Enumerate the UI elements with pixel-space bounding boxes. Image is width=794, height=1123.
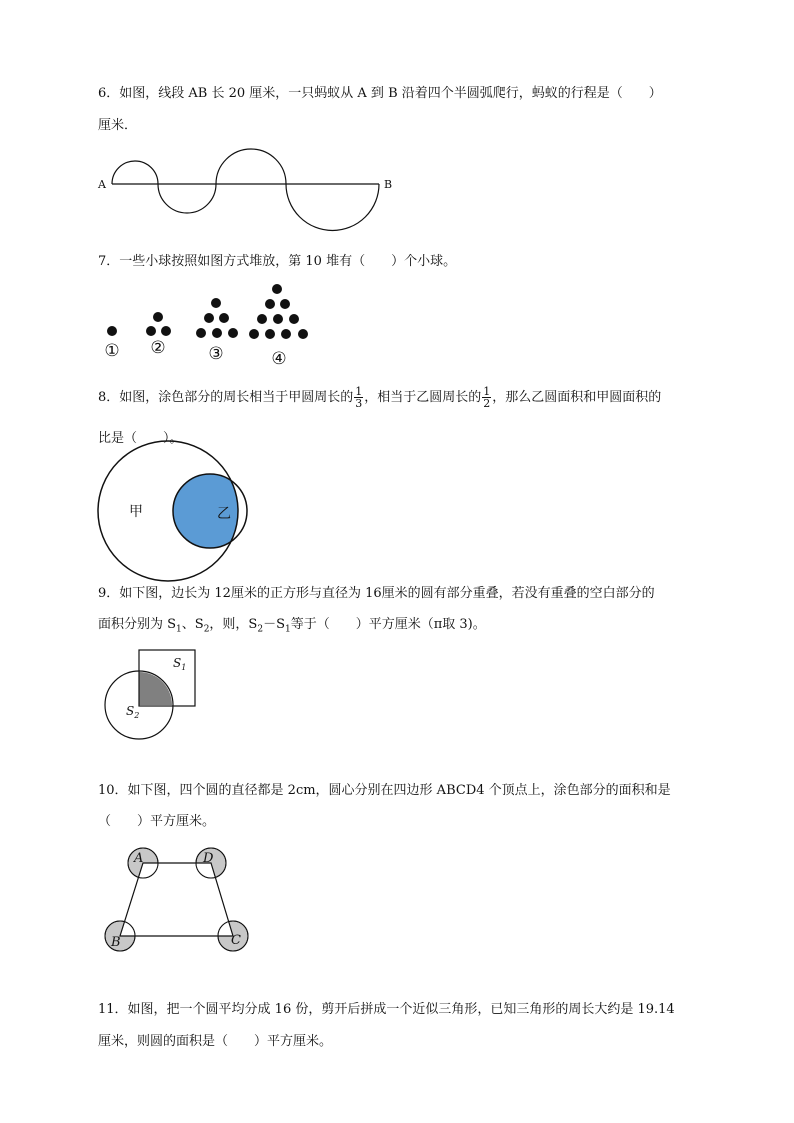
q9-text-b5: 等于（ ）平方厘米（π取 3)。 xyxy=(290,617,486,632)
q10-label-c: C xyxy=(231,933,241,948)
q10-label-d: D xyxy=(203,851,214,866)
q9-text-b1: 面积分别为 S xyxy=(98,617,177,632)
q7-label-2: ② xyxy=(150,338,166,358)
q6-text-line2: 厘米． xyxy=(98,118,138,133)
q9-sub3: 2 xyxy=(257,624,264,635)
q8-frac2-denominator: 2 xyxy=(483,397,491,410)
q8-frac1-numerator: 1 xyxy=(355,385,363,398)
q9-sub1: 1 xyxy=(176,624,182,635)
q11-text-line1: 11．如图，把一个圆平均分成 16 份，剪开后拼成一个近似三角形，已知三角形的周长大约是 19.14 xyxy=(98,1002,675,1017)
q7-label-3: ③ xyxy=(208,344,224,364)
q8-frac1-denominator: 3 xyxy=(355,397,363,410)
q10-label-a: A xyxy=(134,851,144,866)
q7-text: 7．一些小球按照如图方式堆放，第 10 堆有（ ）个小球。 xyxy=(98,254,457,269)
q9-text-b3: ，则，S xyxy=(209,617,258,632)
q10-label-b: B xyxy=(111,935,121,950)
q8-label-yi: 乙 xyxy=(217,506,231,522)
q9-sub4: 1 xyxy=(284,624,291,635)
q6-text-line1: 6．如图，线段 AB 长 20 厘米，一只蚂蚁从 A 到 B 沿着四个半圆弧爬行，蚂蚁的行程是（ ） xyxy=(98,86,662,101)
q8-label-jia: 甲 xyxy=(129,504,143,520)
q9-sub2: 2 xyxy=(203,624,210,635)
q6-label-a: A xyxy=(98,178,106,191)
q8-text-line2: 比是（ ）。 xyxy=(98,431,183,446)
q9-label-s1: $S_1$ xyxy=(173,656,187,672)
q11-text-line2: 厘米，则圆的面积是（ ）平方厘米。 xyxy=(98,1034,333,1049)
q6-label-b: B xyxy=(384,178,393,191)
q9-text-line1: 9．如下图，边长为 12厘米的正方形与直径为 16厘米的圆有部分重叠，若没有重叠的空白部分的 xyxy=(98,586,655,601)
q10-text-line1: 10．如下图，四个圆的直径都是 2cm，圆心分别在四边形 ABCD4 个顶点上，涂色部分的面积和是 xyxy=(98,783,671,798)
q9-label-s2: $S_2$ xyxy=(126,704,140,720)
q8-text-part-b: ，相当于乙圆周长的 xyxy=(364,390,482,405)
q8-frac2-numerator: 1 xyxy=(483,385,491,398)
q9-text-b2: 、S xyxy=(181,617,204,632)
q10-text-line2: （ ）平方厘米。 xyxy=(98,814,216,829)
q8-text-part-a: 8．如图，涂色部分的周长相当于甲圆周长的 xyxy=(98,390,354,405)
q7-label-4: ④ xyxy=(271,349,287,369)
q7-label-1: ① xyxy=(104,341,120,361)
q9-text-b4: －S xyxy=(263,617,285,632)
q8-text-part-c: ，那么乙圆面积和甲圆面积的 xyxy=(492,390,662,405)
